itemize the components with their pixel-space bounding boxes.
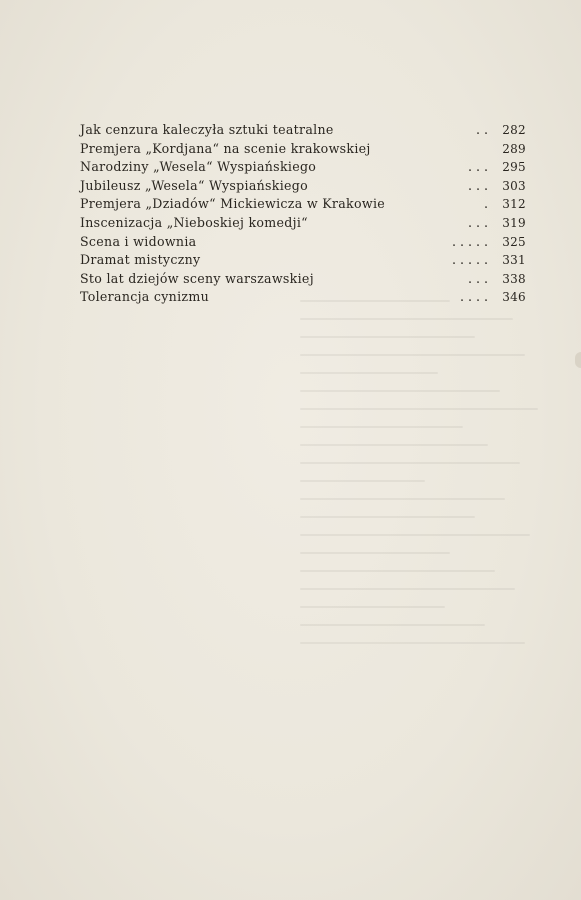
toc-entry-page-number: 346 bbox=[502, 290, 526, 305]
toc-entry-leader: . bbox=[483, 196, 488, 212]
toc-entry-page-number: 338 bbox=[502, 271, 526, 286]
toc-entry-leader: . . . bbox=[467, 159, 488, 175]
toc-entry-leader: . . . . bbox=[459, 289, 488, 305]
table-of-contents bbox=[80, 121, 526, 307]
toc-entry-leader: . . . bbox=[467, 177, 488, 193]
toc-entry bbox=[80, 233, 526, 252]
toc-entry-leader: . . . bbox=[467, 214, 488, 230]
toc-entry bbox=[80, 214, 526, 233]
toc-entry-title: Narodziny „Wesela“ Wyspiańskiego bbox=[80, 159, 317, 175]
toc-entry-page-number: 289 bbox=[502, 141, 526, 156]
toc-entry-title: Dramat mistyczny bbox=[80, 252, 201, 268]
toc-entry-page-number: 319 bbox=[502, 215, 526, 230]
toc-entry bbox=[80, 121, 526, 140]
toc-entry-leader: . . bbox=[475, 122, 488, 137]
toc-entry-title: Sto lat dziejów sceny warszawskiej bbox=[80, 270, 314, 286]
reverse-side-bleed-through bbox=[300, 300, 550, 740]
toc-entry-page-number: 303 bbox=[502, 178, 526, 193]
toc-entry-title: Premjera „Dziadów“ Mickiewicza w Krakowie bbox=[80, 196, 386, 212]
toc-entry bbox=[80, 270, 526, 289]
toc-entry bbox=[80, 140, 526, 159]
toc-entry-page-number: 282 bbox=[502, 123, 526, 137]
toc-entry bbox=[80, 251, 526, 270]
toc-entry bbox=[80, 288, 526, 307]
toc-entry bbox=[80, 158, 526, 177]
toc-entry-page-number: 295 bbox=[502, 160, 526, 175]
toc-entry-page-number: 312 bbox=[502, 197, 526, 212]
toc-entry-title: Tolerancja cynizmu bbox=[80, 289, 209, 305]
toc-entry-page-number: 325 bbox=[502, 234, 526, 249]
toc-entry-leader: . . . bbox=[467, 270, 488, 286]
page-edge-nick bbox=[575, 352, 581, 368]
toc-entry-page-number: 331 bbox=[502, 253, 526, 268]
toc-entry bbox=[80, 177, 526, 196]
toc-entry-title: Jubileusz „Wesela“ Wyspiańskiego bbox=[80, 177, 309, 193]
toc-entry-leader: . . . . . bbox=[451, 252, 488, 268]
toc-entry-title: Scena i widownia bbox=[80, 233, 197, 249]
toc-entry-leader: . . . . . bbox=[451, 233, 488, 249]
toc-entry-title: Inscenizacja „Nieboskiej komedji“ bbox=[80, 214, 308, 230]
toc-entry-title: Jak cenzura kaleczyła sztuki teatralne bbox=[80, 122, 334, 137]
toc-entry bbox=[80, 195, 526, 214]
toc-entry-title: Premjera „Kordjana“ na scenie krakowskiej bbox=[80, 140, 371, 156]
